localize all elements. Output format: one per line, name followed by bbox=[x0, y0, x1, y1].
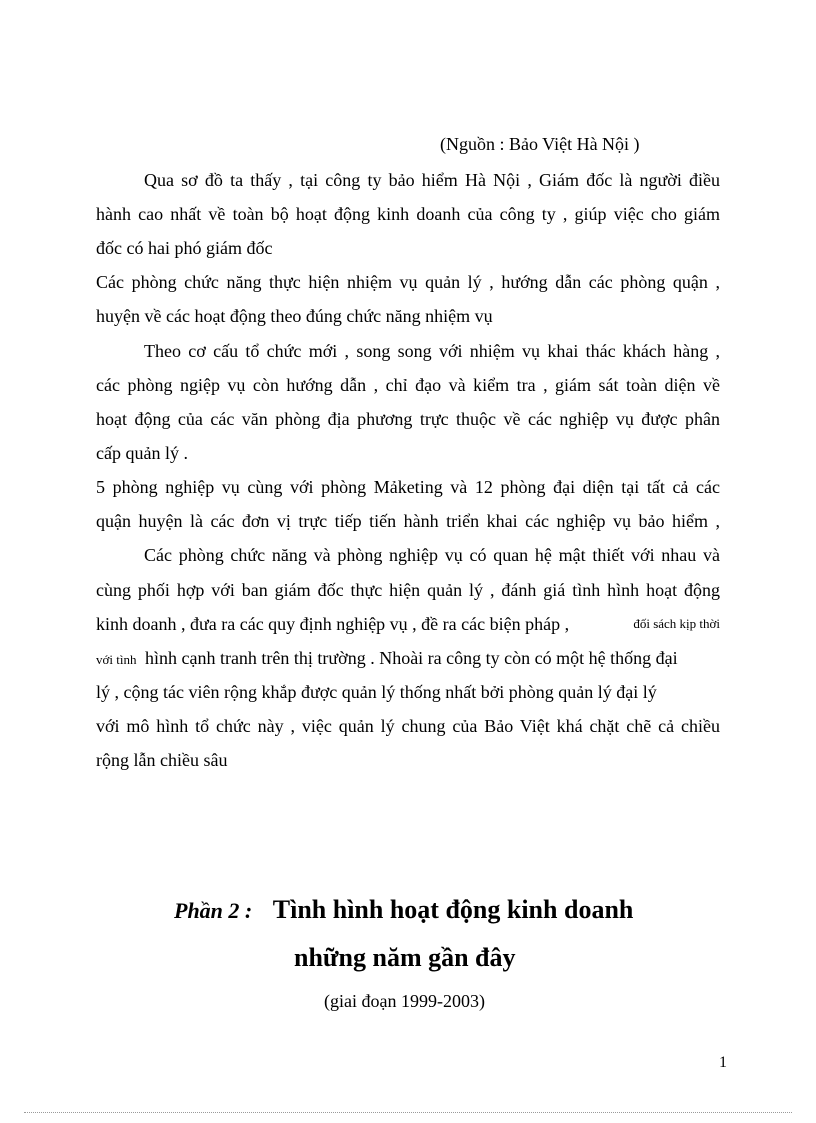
section-title-line-2: những năm gần đây bbox=[294, 943, 516, 972]
paragraph-3-line-2: các phòng ngiệp vụ còn hướng dẫn , chỉ đạo và kiểm tra , giám sát toàn diện về bbox=[96, 375, 720, 395]
paragraph-1-line-1: Qua sơ đồ ta thấy , tại công ty bảo hiểm Hà Nội , Giám đốc là người điều bbox=[144, 170, 720, 190]
section-period: (giai đoạn 1999-2003) bbox=[324, 991, 485, 1011]
section-heading bbox=[174, 895, 633, 926]
paragraph-6-line-2: rộng lẫn chiều sâu bbox=[96, 750, 228, 770]
paragraph-3-line-4: cấp quản lý . bbox=[96, 443, 188, 463]
paragraph-4-line-1: 5 phòng nghiệp vụ cùng với phòng Mảketing và 12 phòng đại diện tại tất cả các bbox=[96, 477, 720, 497]
paragraph-6-line-1: với mô hình tổ chức này , việc quản lý chung của Bảo Việt khá chặt chẽ cả chiều bbox=[96, 716, 720, 736]
paragraph-5-line-3-main: kinh doanh , đưa ra các quy định nghiệp vụ , đề ra các biện pháp , bbox=[96, 614, 570, 634]
paragraph-5-line-4 bbox=[96, 647, 720, 671]
paragraph-5-line-1: Các phòng chức năng và phòng nghiệp vụ có quan hệ mật thiết với nhau và bbox=[144, 545, 720, 565]
page-number: 1 bbox=[719, 1054, 727, 1071]
page-bottom-divider bbox=[24, 1112, 792, 1113]
paragraph-5-line-4-small-text: với tình bbox=[96, 652, 137, 667]
paragraph-3-line-3: hoạt động của các văn phòng địa phương trực thuộc về các nghiệp vụ được phân bbox=[96, 409, 720, 429]
paragraph-1-line-2: hành cao nhất về toàn bộ hoạt động kinh doanh của công ty , giúp việc cho giám bbox=[96, 204, 720, 224]
section-part-label: Phần 2 : bbox=[174, 898, 253, 923]
paragraph-5-line-2: cùng phối hợp với ban giám đốc thực hiện quản lý , đánh giá tình hình hoạt động bbox=[96, 580, 720, 600]
source-note: (Nguồn : Bảo Việt Hà Nội ) bbox=[440, 134, 640, 154]
section-title-line-1: Tình hình hoạt động kinh doanh bbox=[272, 895, 634, 924]
paragraph-5-line-4-main: hình cạnh tranh trên thị trường . Nhoài ra công ty còn có một hệ thống đại bbox=[144, 648, 678, 668]
paragraph-1-line-3: đốc có hai phó giám đốc bbox=[96, 238, 273, 258]
paragraph-5-line-3 bbox=[96, 613, 720, 635]
paragraph-5-line-3-small-text: đối sách kịp thời bbox=[633, 616, 720, 631]
paragraph-5-line-5: lý , cộng tác viên rộng khắp được quản lý thống nhất bởi phòng quản lý đại lý bbox=[96, 682, 657, 702]
paragraph-4-line-2: quận huyện là các đơn vị trực tiếp tiến hành triển khai các nghiệp vụ bảo hiểm , bbox=[96, 511, 720, 531]
paragraph-3-line-1: Theo cơ cấu tổ chức mới , song song với nhiệm vụ khai thác khách hàng , bbox=[144, 341, 720, 361]
paragraph-2-line-1: Các phòng chức năng thực hiện nhiệm vụ quản lý , hướng dẫn các phòng quận , bbox=[96, 272, 720, 292]
paragraph-2-line-2: huyện về các hoạt động theo đúng chức năng nhiệm vụ bbox=[96, 306, 493, 326]
